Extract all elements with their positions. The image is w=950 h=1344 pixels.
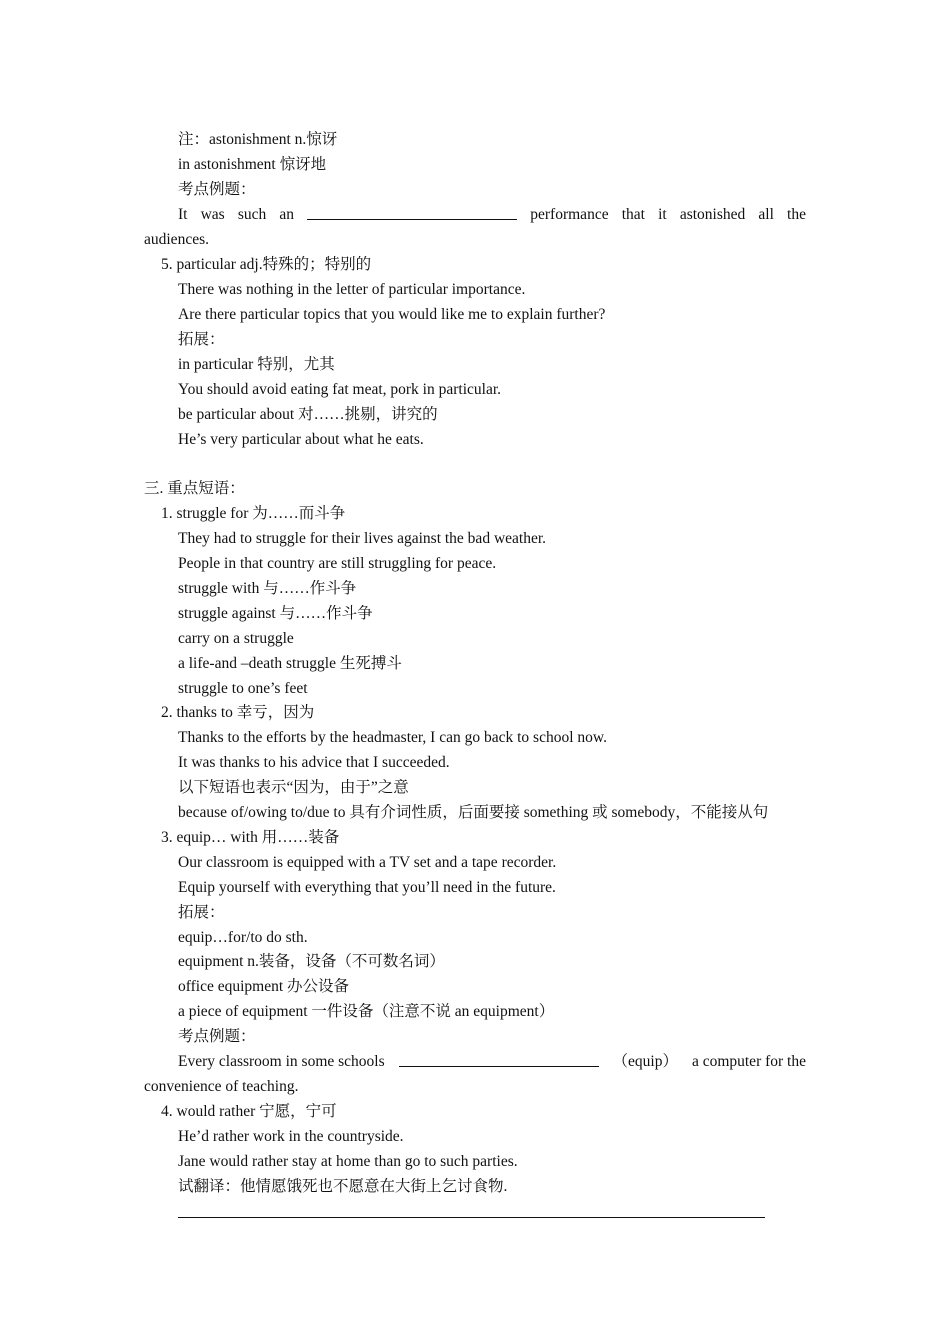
- example-sentence: You should avoid eating fat meat, pork in particular.: [178, 381, 502, 398]
- phrase-equipment: equipment n.装备，设备（不可数名词）: [178, 953, 445, 970]
- item-5-particular: 5. particular adj.特殊的；特别的: [161, 256, 372, 273]
- section-heading-key-phrases: 三. 重点短语：: [144, 480, 245, 497]
- extension-heading: 拓展：: [178, 904, 225, 921]
- exam-sentence-equip: [178, 1052, 806, 1072]
- example-sentence: Our classroom is equipped with a TV set and a tape recorder.: [178, 854, 557, 871]
- answer-blank[interactable]: [307, 205, 517, 220]
- exam-example-heading: 考点例题：: [178, 1028, 256, 1045]
- example-sentence: Equip yourself with everything that you’ll need in the future.: [178, 879, 556, 896]
- extension-heading: 拓展：: [178, 331, 225, 348]
- example-sentence: There was nothing in the letter of particular importance.: [178, 281, 526, 298]
- note-because: 以下短语也表示“因为，由于”之意: [178, 779, 409, 796]
- phrase-office-equipment: office equipment 办公设备: [178, 978, 350, 995]
- example-sentence: It was thanks to his advice that I succeeded.: [178, 754, 450, 771]
- example-sentence: He’d rather work in the countryside.: [178, 1128, 404, 1145]
- word: performance: [530, 206, 609, 223]
- example-sentence: They had to struggle for their lives against the bad weather.: [178, 530, 547, 547]
- phrase-piece-of-equipment: a piece of equipment 一件设备（注意不说 an equipment）: [178, 1003, 555, 1020]
- phrase-struggle-to-feet: struggle to one’s feet: [178, 680, 308, 697]
- exam-sentence-continuation: convenience of teaching.: [144, 1078, 299, 1095]
- phrase-in-astonishment: in astonishment 惊讶地: [178, 156, 327, 173]
- word: It: [178, 206, 188, 223]
- note-because-of-owing-to: because of/owing to/due to 具有介词性质，后面要接 something 或 somebody，不能接从句: [178, 804, 769, 821]
- item-4-would-rather: 4. would rather 宁愿，宁可: [161, 1103, 337, 1120]
- example-sentence: People in that country are still struggling for peace.: [178, 555, 497, 572]
- sentence-part: a computer for the: [691, 1053, 806, 1070]
- phrase-struggle-with: struggle with 与……作斗争: [178, 580, 357, 597]
- word: that: [621, 206, 645, 223]
- phrase-carry-on-struggle: carry on a struggle: [178, 630, 294, 647]
- phrase-equip-for: equip…for/to do sth.: [178, 929, 308, 946]
- phrase-in-particular: in particular 特别，尤其: [178, 356, 335, 373]
- word: was: [200, 206, 225, 223]
- exam-sentence-continuation: audiences.: [144, 231, 209, 248]
- word: the: [787, 206, 806, 223]
- phrase-be-particular-about: be particular about 对……挑剔，讲究的: [178, 406, 438, 423]
- item-2-thanks-to: 2. thanks to 幸亏，因为: [161, 704, 315, 721]
- example-sentence: Thanks to the efforts by the headmaster, I can go back to school now.: [178, 729, 607, 746]
- word: such: [237, 206, 267, 223]
- exam-example-heading: 考点例题：: [178, 181, 256, 198]
- word: astonished: [679, 206, 746, 223]
- phrase-struggle-against: struggle against 与……作斗争: [178, 605, 373, 622]
- sentence-part: Every classroom in some schools: [178, 1053, 385, 1070]
- note-astonishment: 注：astonishment n.惊讶: [178, 131, 338, 148]
- word: an: [279, 206, 295, 223]
- example-sentence: Are there particular topics that you would like me to explain further?: [178, 306, 606, 323]
- answer-blank[interactable]: [399, 1052, 599, 1067]
- phrase-life-and-death: a life-and –death struggle 生死搏斗: [178, 655, 402, 672]
- example-sentence: Jane would rather stay at home than go to such parties.: [178, 1153, 518, 1170]
- item-1-struggle-for: 1. struggle for 为……而斗争: [161, 505, 346, 522]
- item-3-equip-with: 3. equip… with 用……装备: [161, 829, 340, 846]
- example-sentence: He’s very particular about what he eats.: [178, 431, 424, 448]
- sentence-part: （equip）: [612, 1053, 678, 1070]
- translation-answer-line[interactable]: [178, 1217, 765, 1218]
- translation-exercise: 试翻译：他情愿饿死也不愿意在大街上乞讨食物.: [178, 1178, 508, 1195]
- word: all: [758, 206, 774, 223]
- exam-sentence-astonish: [178, 205, 806, 225]
- word: it: [658, 206, 667, 223]
